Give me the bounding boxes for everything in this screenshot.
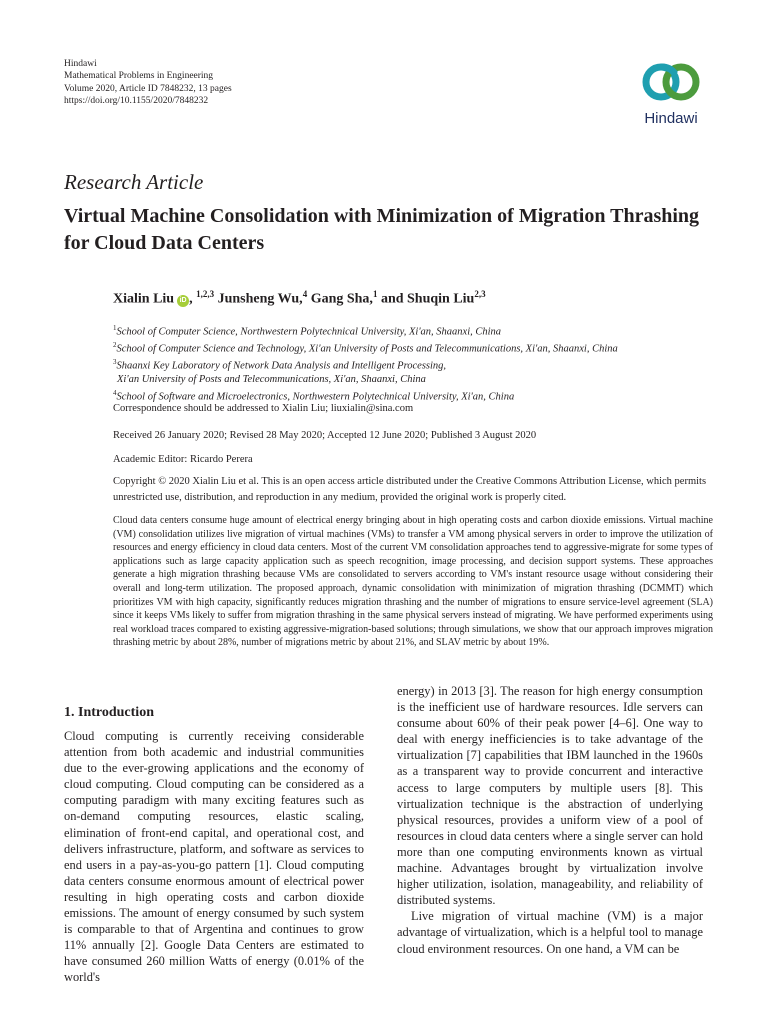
affiliation-sup: 2: [113, 341, 117, 350]
journal-name: Mathematical Problems in Engineering: [64, 71, 214, 82]
affiliation-text: School of Software and Microelectronics, Northwestern Polytechnical University, Xi'an, China: [116, 391, 515, 403]
affiliation-item: [113, 322, 618, 339]
author-affil-sup: 4: [302, 289, 308, 299]
author-affil-sup: 1: [372, 289, 378, 299]
affiliation-item: [113, 373, 618, 387]
affiliation-sup: 1: [113, 324, 117, 332]
author-separator: ,: [189, 291, 197, 307]
logo-wordmark: Hindawi: [644, 110, 698, 127]
affiliation-text: School of Computer Science and Technology, Xi'an University of Posts and Telecommunications, Xi'an, Shaanxi, China: [116, 343, 618, 355]
academic-editor: Academic Editor: Ricardo Perera: [113, 454, 253, 465]
author-name[interactable]: Junsheng Wu,: [217, 291, 303, 307]
author-name[interactable]: and Shuqin Liu: [380, 291, 475, 307]
right-column-paragraph: energy) in 2013 [3]. The reason for high energy consumption is the inefficient use of hardware resources. Idle servers can consume about 60% of their peak power [4–6]. One way to deal with energy inefficiencies is to take advantage of the virtualization [7] capabilities that IBM launched in the 1960s as a transparent way to provide concurrent and interactive access to large computers by multiple users [8]. This virtualization technique is the abstraction of underlying physical resources, provides a uniform view of a pool of resources in cloud data centers where a single server can hold more than one computing environments known as virtual machine. Advantages brought by virtualization involve higher utilization, isolation, manageability, and reliability of distributed systems.: [397, 684, 703, 908]
journal-header: [64, 58, 232, 108]
doi-link[interactable]: https://doi.org/10.1155/2020/7848232: [64, 96, 209, 107]
hindawi-logo: [636, 54, 706, 136]
author-affil-sup: 1,2,3: [196, 289, 215, 299]
orcid-icon[interactable]: iD: [177, 295, 189, 307]
affiliation-sup: 4: [113, 388, 117, 397]
abstract: Cloud data centers consume huge amount of electrical energy bringing about in high operating costs and carbon dioxide emissions. Virtual machine (VM) consolidation utilizes live migration of virtual machines (VMs) to transfer a VM among physical servers in order to improve the utilization of resources and energy efficiency in cloud data centers. Most of the current VM consolidation approaches tend to aggressive-migrate for some types of applications such as large capacity application such as speech recognition, image processing, and decision support systems. These approaches generate a high migration thrashing because VMs are consolidated to servers according to VM's instant resource usage without considering their overall and long-term utilization. The proposed approach, dynamic consolidation with minimization of migration thrashing (DCMMT) which prioritizes VM with high capacity, significantly reduces migration thrashing and the number of migrations to ensure service-level agreement (SLA) since it keeps VMs likely to suffer from migration thrashing in the same physical servers instead of migrating. We have performed experiments using real workload traces compared to existing aggressive-migration-based solutions; through simulations, we show that our approach improves migration thrashing metric by about 28%, number of migrations metric by about 21%, and SLAV metric by about 19%.: [113, 515, 713, 649]
correspondence: Correspondence should be addressed to Xialin Liu; liuxialin@sina.com: [113, 403, 414, 414]
article-title: Virtual Machine Consolidation with Minimization of Migration Thrashing for Cloud Data Centers: [64, 205, 700, 254]
affiliation-item: [113, 339, 618, 356]
affiliation-text: Xi'an University of Posts and Telecommunications, Xi'an, Shaanxi, China: [117, 374, 426, 386]
affiliations: [113, 322, 618, 404]
author-list: [113, 289, 486, 308]
affiliation-item: [113, 356, 618, 373]
article-type: Research Article: [64, 170, 204, 194]
affiliation-item: [113, 387, 618, 404]
affiliation-text: School of Computer Science, Northwestern Polytechnical University, Xi'an, Shaanxi, China: [116, 326, 502, 338]
author-name[interactable]: Xialin Liu: [113, 291, 175, 307]
section-heading: 1. Introduction: [64, 705, 154, 720]
affiliation-text: Shaanxi Key Laboratory of Network Data Analysis and Intelligent Processing,: [116, 360, 447, 372]
author-affil-sup: 2,3: [474, 289, 486, 299]
volume-info: Volume 2020, Article ID 7848232, 13 pages: [64, 83, 232, 94]
copyright-notice: Copyright © 2020 Xialin Liu et al. This is an open access article distributed under the Creative Commons Attribution License, which permits unrestricted use, distribution, and reproduction in any medium, provided the original work is properly cited.: [113, 476, 707, 503]
author-name[interactable]: Gang Sha,: [310, 291, 373, 307]
left-column-text: Cloud computing is currently receiving considerable attention from both academic and industrial communities due to the ever-growing applications and the economy of cloud computing. Cloud computing can be considered as a computing paradigm with many exciting features such as on-demand computing resources, elastic scaling, elimination of front-end capital, and operational cost, and delivers infrastructure, platform, and software as services to end users in a pay-as-you-go pattern [1]. Cloud computing data centers consume enormous amount of electrical power resulting in high operating costs and carbon dioxide emissions. The amount of energy consumed by such system is comparable to that of Argentina and continues to grow 11% annually [2]. Google Data Centers are estimated to have consumed 260 million Watts of energy (0.01% of the world's: [64, 729, 364, 985]
hindawi-logo-icon: [636, 54, 706, 110]
right-column: [397, 683, 703, 957]
publication-dates: Received 26 January 2020; Revised 28 May 2020; Accepted 12 June 2020; Published 3 August 2020: [113, 430, 537, 441]
publisher-name: Hindawi: [64, 59, 97, 69]
right-column-paragraph: Live migration of virtual machine (VM) is a major advantage of virtualization, which is a helpful tool to manage cloud environment resources. On one hand, a VM can be: [397, 909, 703, 956]
affiliation-sup: 3: [113, 358, 117, 367]
